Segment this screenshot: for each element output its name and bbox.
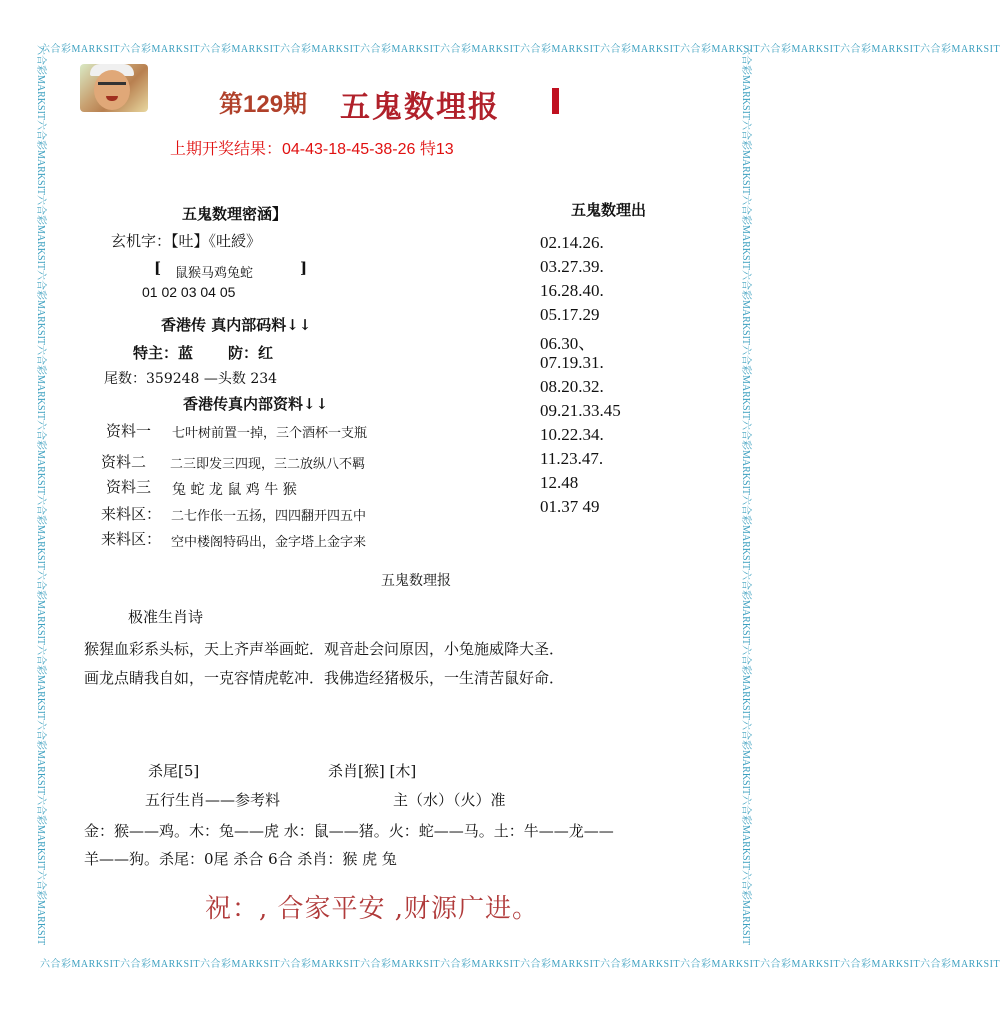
kill-tail: 杀尾[5]: [148, 762, 200, 780]
right-number: 02.14.26.: [540, 233, 604, 252]
wuxing-reference: 五行生肖——参考料: [145, 791, 281, 809]
watermark-bottom: 六合彩MARKSIT六合彩MARKSIT六合彩MARKSIT六合彩MARKSIT六合彩MARKSIT六合彩MARKSIT六合彩MARKSIT六合彩MARKSIT六合彩MARKSIT六合彩MARKSIT六合彩MARKSIT六合彩MARKSIT: [40, 959, 1000, 970]
data-row-text: 二七作伥一五扬，四四翻开四五中: [171, 509, 367, 524]
elements-line-2: 羊——狗。杀尾：0尾 杀合 6合 杀肖：猴 虎 兔: [84, 850, 397, 868]
data-row-label: 资料二: [101, 453, 147, 471]
data-row-label: 来料区：: [101, 530, 162, 548]
watermark-top: 六合彩MARKSIT六合彩MARKSIT六合彩MARKSIT六合彩MARKSIT六合彩MARKSIT六合彩MARKSIT六合彩MARKSIT六合彩MARKSIT六合彩MARKSIT六合彩MARKSIT六合彩MARKSIT六合彩MARKSIT: [40, 44, 1000, 55]
right-number: 06.30、: [540, 334, 596, 353]
elements-line-1: 金：猴——鸡。木：兔——虎 水：鼠——猪。火：蛇——马。土：牛——龙——: [84, 822, 614, 840]
right-number: 03.27.39.: [540, 257, 604, 276]
right-number: 10.22.34.: [540, 425, 604, 444]
data-row-text: 兔 蛇 龙 鼠 鸡 牛 猴: [172, 482, 297, 498]
poem-title: 极准生肖诗: [128, 608, 204, 626]
blessing: 祝：, 合家平安 ,财源广进。: [205, 894, 540, 924]
zodiac-list: 鼠猴马鸡兔蛇: [175, 266, 254, 281]
hk-inner-data-title: 香港传真内部资料↓↓: [183, 395, 329, 413]
right-number: 01.37 49: [540, 497, 600, 516]
avatar: [80, 64, 148, 112]
tail-head-numbers: 尾数：359248 —头数 234: [104, 371, 278, 387]
poem-line-1: 猴猩血彩系头标，天上齐声举画蛇．观音赴会问原因，小兔施威降大圣．: [84, 640, 565, 658]
main-element: 主（水）（火）准: [393, 791, 506, 809]
te-zhu: 特主：蓝: [133, 344, 194, 362]
data-row-label: 资料三: [106, 478, 152, 496]
pick-numbers: 01 02 03 04 05: [142, 284, 236, 300]
watermark-right-frame: [740, 45, 757, 965]
poem-line-2: 画龙点睛我自如，一克容情虎乾冲．我佛造经猪极乐，一生清苦鼠好命．: [84, 669, 565, 687]
watermark-left-frame: [35, 45, 52, 965]
watermark-right: 六合彩MARKSIT六合彩MARKSIT六合彩MARKSIT六合彩MARKSIT六合彩MARKSIT六合彩MARKSIT六合彩MARKSIT六合彩MARKSIT六合彩MARKSIT六合彩MARKSIT六合彩MARKSIT六合彩MARKSIT: [740, 45, 751, 946]
xuanji-text: 玄机字：【吐】《吐綬》: [111, 232, 262, 250]
right-number: 05.17.29: [540, 305, 600, 324]
data-row-label: 来料区：: [101, 505, 162, 523]
right-number: 16.28.40.: [540, 281, 604, 300]
mid-title: 五鬼数理报: [381, 573, 451, 589]
right-number: 12.48: [540, 473, 579, 492]
page-title: 五鬼数埋报: [340, 90, 500, 125]
hk-inner-code-title: 香港传 真内部码料↓↓: [161, 316, 312, 334]
right-number: 09.21.33.45: [540, 401, 621, 420]
kill-zodiac: 杀肖[猴] [木]: [328, 762, 417, 780]
last-result: 上期开奖结果：04-43-18-45-38-26 特13: [170, 141, 454, 158]
data-row-text: 二三即发三四现，三二放纵八不羁: [170, 457, 366, 472]
bracket-close: ]: [300, 259, 308, 277]
fang: 防：红: [228, 344, 274, 362]
left-section-title: 五鬼数理密涵】: [182, 205, 288, 223]
avatar-glasses: [98, 82, 126, 91]
right-number: 07.19.31.: [540, 353, 604, 372]
bracket-open: [: [154, 259, 162, 277]
watermark-left: 六合彩MARKSIT六合彩MARKSIT六合彩MARKSIT六合彩MARKSIT六合彩MARKSIT六合彩MARKSIT六合彩MARKSIT六合彩MARKSIT六合彩MARKSIT六合彩MARKSIT六合彩MARKSIT六合彩MARKSIT: [35, 45, 46, 946]
right-section-title: 五鬼数理出: [571, 201, 647, 219]
data-row-text: 空中楼阁特码出，金字塔上金字来: [171, 535, 367, 550]
data-row-text: 七叶树前置一掉，三个酒杯一支瓶: [172, 426, 368, 441]
right-number: 11.23.47.: [540, 449, 604, 468]
issue-number: 第129期: [219, 91, 308, 118]
title-decor-bar: [552, 88, 559, 114]
data-row-label: 资料一: [106, 422, 152, 440]
right-number: 08.20.32.: [540, 377, 604, 396]
